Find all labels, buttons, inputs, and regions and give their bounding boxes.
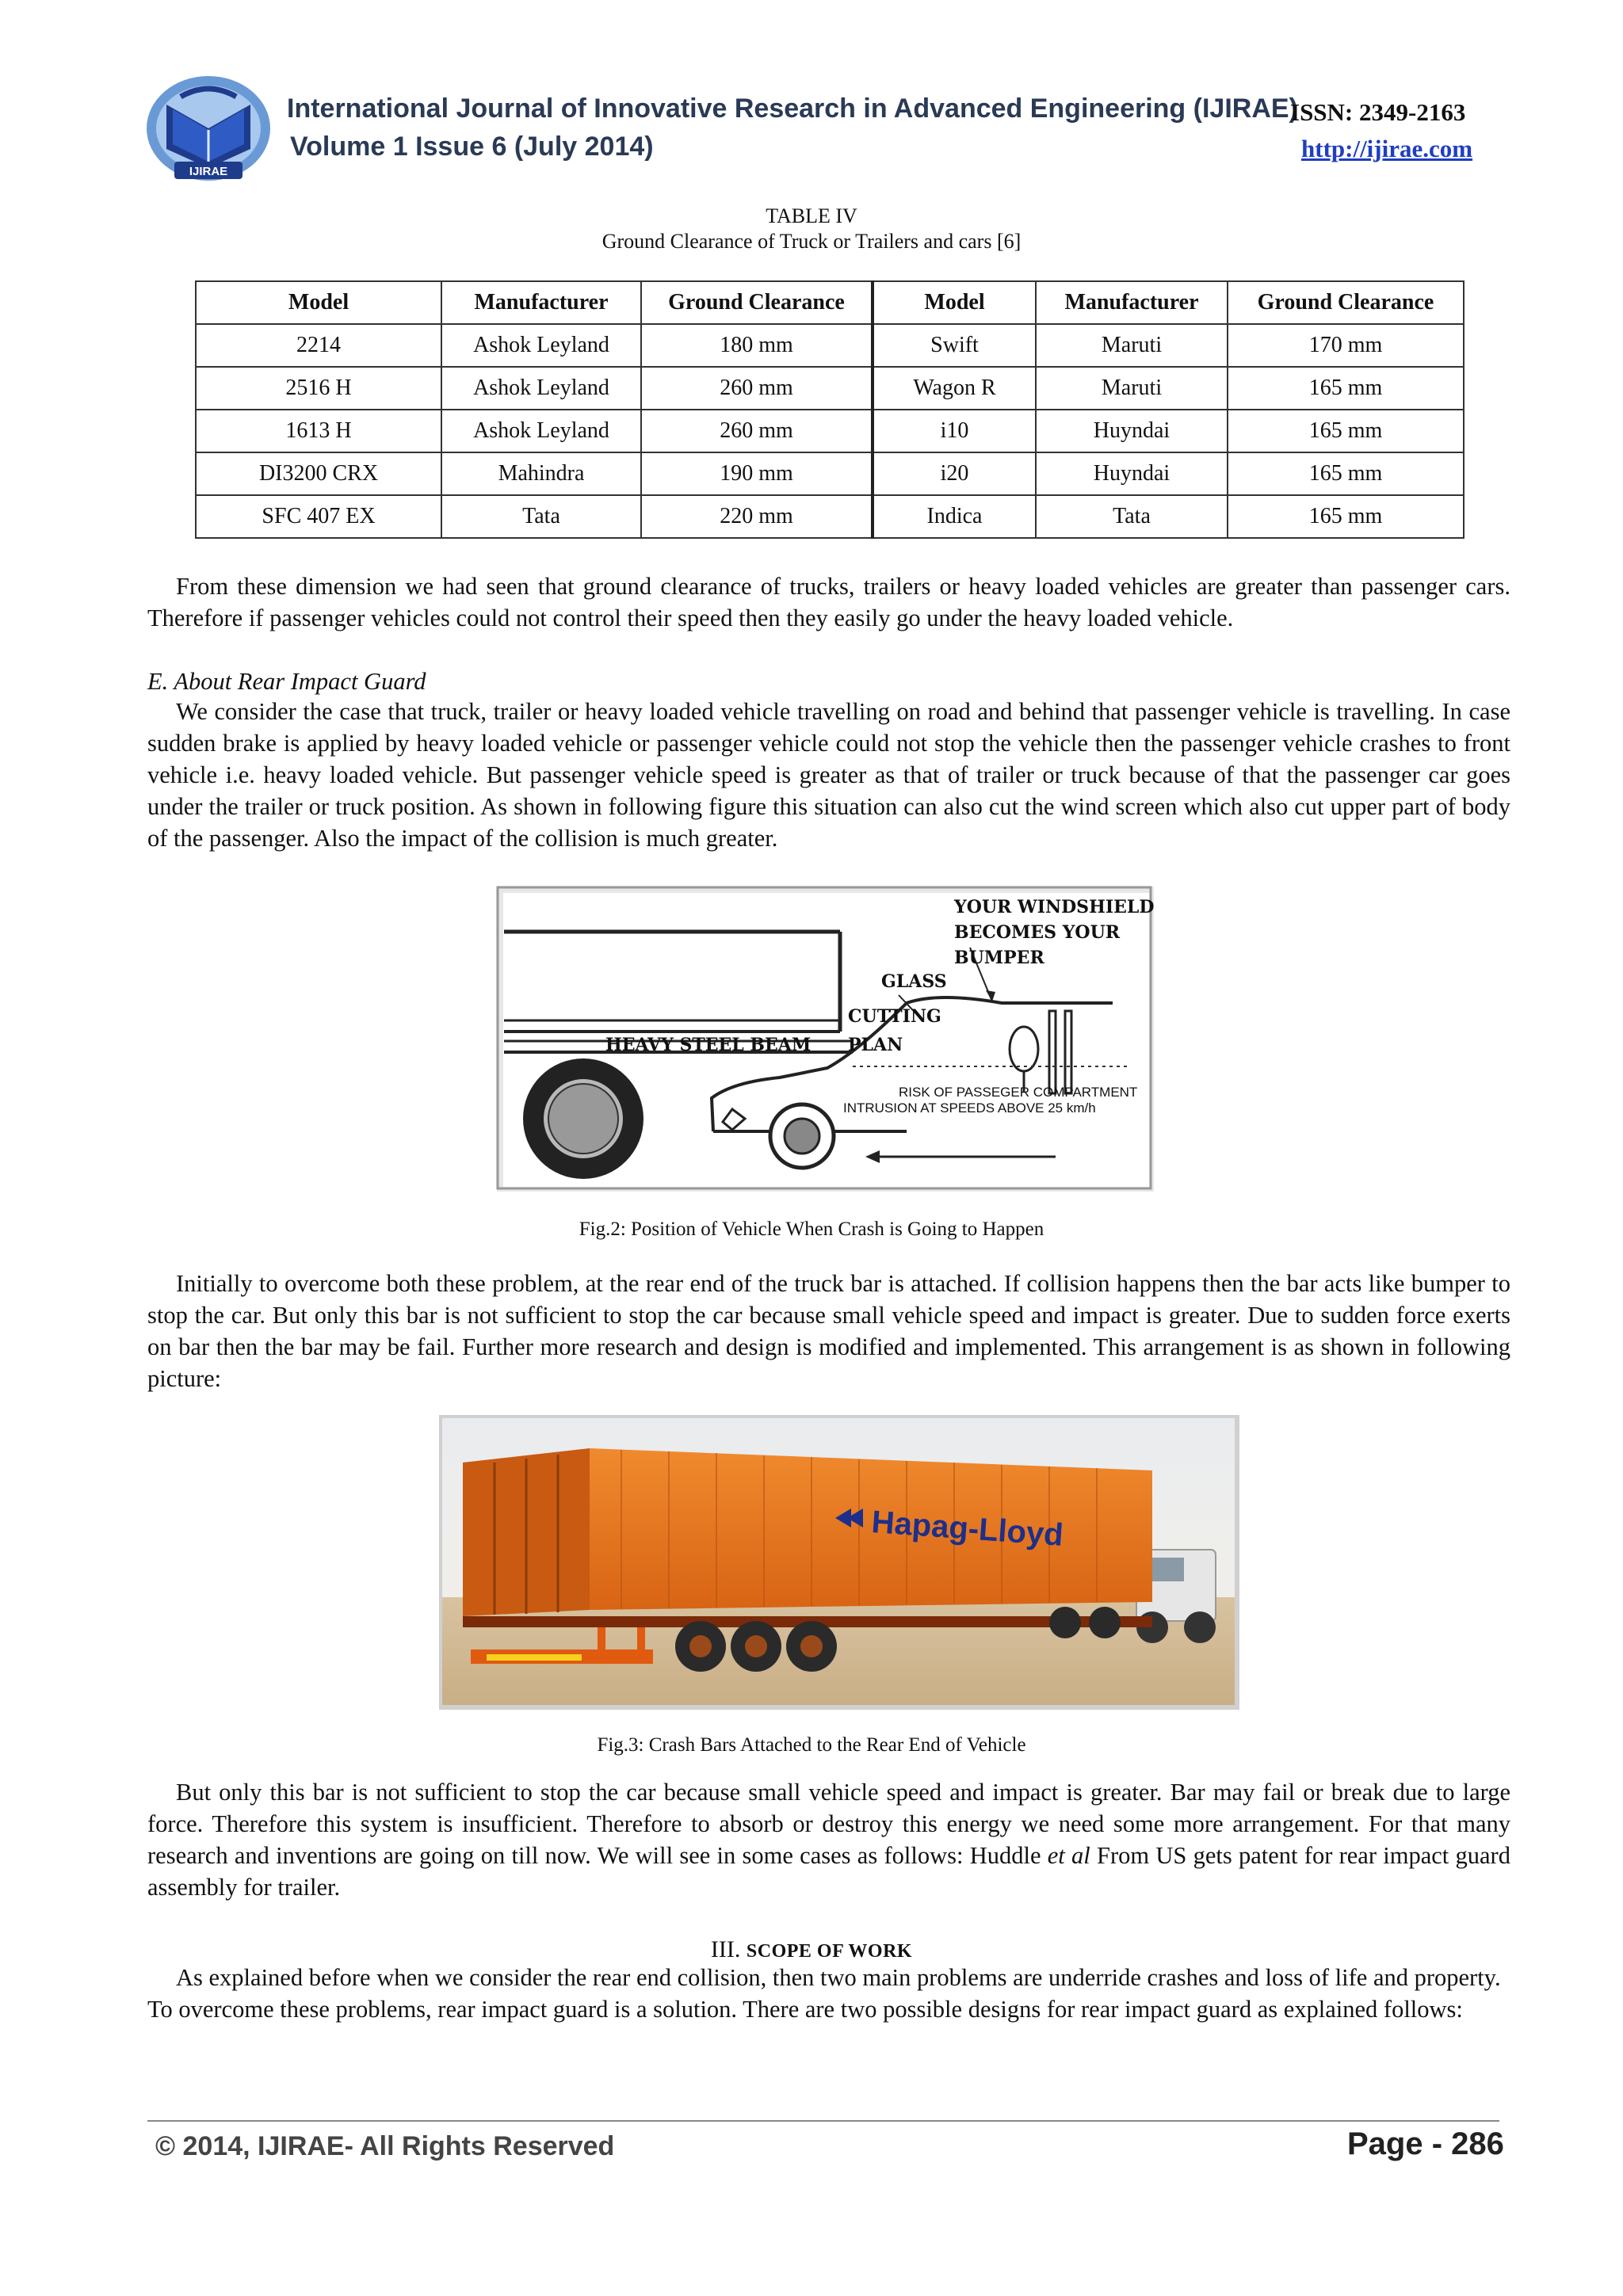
journal-url-link[interactable]: http://ijirae.com (1301, 135, 1473, 162)
table-label: TABLE IV (766, 204, 857, 227)
figure-trailer-photo (439, 1415, 1239, 1710)
table-cell: 2214 (196, 324, 441, 367)
fig2-label-windshield: BUMPER (954, 948, 1044, 968)
page-number: Page - 286 (1347, 2126, 1504, 2161)
figure-caption: Fig.3: Crash Bars Attached to the Rear End of Vehicle (597, 1734, 1026, 1756)
table-caption: Ground Clearance of Truck or Trailers and cars [6] (601, 230, 1022, 253)
logo-text: IJIRAE (189, 165, 228, 178)
table-cell: Swift (873, 324, 1036, 367)
journal-issn: ISSN: 2349-2163 (1290, 98, 1466, 126)
table-cell: Wagon R (873, 367, 1036, 410)
table-cell: 1613 H (196, 410, 441, 452)
fig2-label-cutting: CUTTING (848, 1006, 941, 1027)
body-paragraph: As explained before when we consider the rear end collision, then two main problems are underride crashes and loss of life and property. To overcome these problems, rear impact guard is a solution. There are two possible designs for rear impact guard as explained follows: (147, 1964, 1501, 2023)
footer-copyright: © 2014, IJIRAE- All Rights Reserved (155, 2131, 615, 2161)
body-paragraph: But only this bar is not sufficient to stop the car because small vehicle speed and impact is greater. Bar may fail or break due to large force. Therefore this system is insufficient. Therefore to absorb or destroy this energy we need some more arrangement. For that many research and inventions are going on till now. We will see in some cases as follows: Huddle et al From US gets patent for rear impact guard assembly for trailer. (147, 1779, 1510, 1901)
table-cell: 165 mm (1228, 452, 1464, 495)
column-header: Ground Clearance (1228, 281, 1464, 324)
section-heading: III. SCOPE OF WORK (710, 1936, 913, 1962)
table-header-row (196, 281, 1464, 324)
column-header: Model (873, 281, 1036, 324)
table-cell: 165 mm (1228, 495, 1464, 538)
fig2-label-beam: HEAVY STEEL BEAM (605, 1035, 812, 1055)
table-row (196, 324, 1464, 367)
figure-caption: Fig.2: Position of Vehicle When Crash is Going to Happen (579, 1219, 1044, 1240)
fig2-label-windshield: BECOMES YOUR (954, 922, 1121, 943)
fig2-label-risk: RISK OF PASSEGER COMPARTMENT (899, 1085, 1138, 1100)
table-cell: 190 mm (641, 452, 873, 495)
table-cell: 2516 H (196, 367, 441, 410)
table-cell: Ashok Leyland (441, 367, 641, 410)
footer-divider (147, 2120, 1499, 2122)
journal-logo (143, 73, 274, 187)
fig2-label-risk: INTRUSION AT SPEEDS ABOVE 25 km/h (843, 1100, 1096, 1116)
table-cell: Indica (873, 495, 1036, 538)
table-cell: Mahindra (441, 452, 641, 495)
table-cell: Maruti (1036, 324, 1228, 367)
table-cell: 180 mm (641, 324, 873, 367)
table-cell: 170 mm (1228, 324, 1464, 367)
table-cell: i10 (873, 410, 1036, 452)
table-cell: Ashok Leyland (441, 410, 641, 452)
table-cell: Ashok Leyland (441, 324, 641, 367)
table-row (196, 452, 1464, 495)
table-cell: Tata (1036, 495, 1228, 538)
citation-italic: et al (1047, 1842, 1090, 1869)
table-cell: Tata (441, 495, 641, 538)
table-cell: SFC 407 EX (196, 495, 441, 538)
table-cell: 165 mm (1228, 410, 1464, 452)
figure-crash-diagram (495, 884, 1154, 1192)
ground-clearance-table (195, 280, 1465, 539)
table-row (196, 367, 1464, 410)
column-header: Manufacturer (441, 281, 641, 324)
column-header: Manufacturer (1036, 281, 1228, 324)
table-row (196, 410, 1464, 452)
fig2-label-glass: GLASS (881, 971, 947, 992)
table-cell: 220 mm (641, 495, 873, 538)
container-brand-logo: Hapag-Lloyd (870, 1505, 1065, 1553)
table-cell: i20 (873, 452, 1036, 495)
table-cell: 165 mm (1228, 367, 1464, 410)
table-cell: 260 mm (641, 367, 873, 410)
body-paragraph: Initially to overcome both these problem, at the rear end of the truck bar is attached. If collision happens then the bar acts like bumper to stop the car. But only this bar is not sufficient to stop the car because small vehicle speed and impact is greater. Due to sudden force exerts on bar then the bar may be fail. Further more research and design is modified and implemented. This arrangement is as shown in following picture: (147, 1270, 1510, 1392)
column-header: Ground Clearance (641, 281, 873, 324)
column-header: Model (196, 281, 441, 324)
fig2-label-windshield: YOUR WINDSHIELD (954, 897, 1154, 917)
section-heading: E. About Rear Impact Guard (147, 668, 426, 695)
table-cell: Huyndai (1036, 410, 1228, 452)
table-cell: Maruti (1036, 367, 1228, 410)
table-row (196, 495, 1464, 538)
body-paragraph: We consider the case that truck, trailer or heavy loaded vehicle travelling on road and behind that passenger vehicle is travelling. In case sudden brake is applied by heavy loaded vehicle or passenger vehicle could not stop the vehicle then the passenger vehicle crashes to front vehicle i.e. heavy loaded vehicle. But passenger vehicle speed is greater as that of trailer or truck because of that the passenger car goes under the trailer or truck position. As shown in following figure this situation can also cut the wind screen which also cut upper part of body of the passenger. Also the impact of the collision is much greater. (147, 698, 1510, 852)
fig2-label-plan: PLAN (848, 1035, 903, 1055)
body-paragraph: From these dimension we had seen that ground clearance of trucks, trailers or heavy loaded vehicles are greater than passenger cars. Therefore if passenger vehicles could not control their speed then they easily go under the heavy loaded vehicle. (147, 573, 1510, 631)
table-cell: Huyndai (1036, 452, 1228, 495)
table-cell: DI3200 CRX (196, 452, 441, 495)
journal-title: International Journal of Innovative Research in Advanced Engineering (IJIRAE) (287, 93, 1298, 124)
table-cell: 260 mm (641, 410, 873, 452)
journal-volume: Volume 1 Issue 6 (July 2014) (290, 132, 654, 162)
